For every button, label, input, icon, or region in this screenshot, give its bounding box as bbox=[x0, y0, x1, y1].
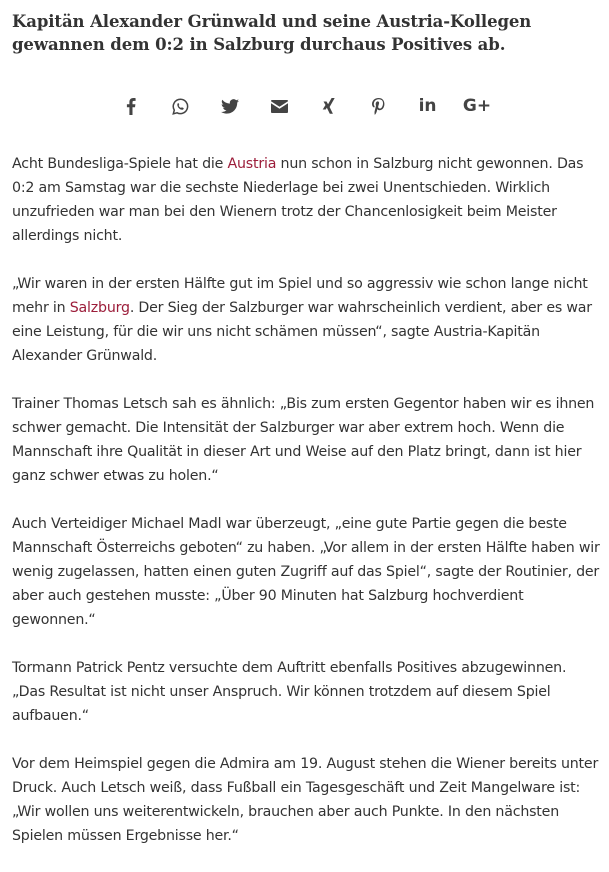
link-austria[interactable]: Austria bbox=[227, 156, 277, 172]
email-icon[interactable] bbox=[266, 93, 292, 119]
pinterest-icon[interactable] bbox=[365, 93, 391, 119]
paragraph-text: nun schon in Salzburg nicht gewonnen. Das 0:2 am Samstag war die sechste Niederlage bei zwei Unentschieden. Wirklich unzufrieden war man bei den Wienern trotz der Chancenlosigkeit beim Meister allerdings nicht. bbox=[12, 156, 584, 244]
paragraph-text: Acht Bundesliga-Spiele hat die bbox=[12, 156, 228, 172]
link-salzburg[interactable]: Salzburg bbox=[69, 300, 130, 316]
google-plus-label: G+ bbox=[462, 95, 492, 116]
whatsapp-icon[interactable] bbox=[167, 93, 193, 119]
paragraph-1 bbox=[12, 152, 600, 248]
paragraph-5: Tormann Patrick Pentz versuchte dem Auftritt ebenfalls Positives abzugewinnen. „Das Resultat ist nicht unser Anspruch. Wir können trotzdem auf diesem Spiel aufbauen.“ bbox=[12, 660, 567, 724]
paragraph-4: Auch Verteidiger Michael Madl war überzeugt, „eine gute Partie gegen die beste Mannschaft Österreichs geboten“ zu haben. „Vor allem in der ersten Hälfte haben wir wenig zugelassen, hatten einen guten Zugriff auf das Spiel“, sagte der Routinier, der aber auch gestehen musste: „Über 90 Minuten hat Salzburg hochverdient gewonnen.“ bbox=[12, 516, 600, 628]
xing-icon[interactable] bbox=[316, 93, 342, 119]
twitter-icon[interactable] bbox=[217, 93, 243, 119]
linkedin-label: in bbox=[418, 95, 437, 116]
linkedin-icon[interactable] bbox=[415, 93, 441, 119]
paragraph-2 bbox=[12, 272, 600, 368]
article-body bbox=[12, 152, 600, 872]
paragraph-text: „Wir waren in der ersten Hälfte gut im Spiel und so aggressiv wie schon lange nicht mehr in bbox=[12, 276, 588, 316]
share-bar bbox=[118, 93, 490, 119]
paragraph-6: Vor dem Heimspiel gegen die Admira am 19. August stehen die Wiener bereits unter Druck. Auch Letsch weiß, dass Fußball ein Tagesgeschäft und Zeit Mangelware ist: „Wir wollen uns weiterentwickeln, brauchen aber auch Punkte. In den nächsten Spielen müssen Ergebnisse her.“ bbox=[12, 756, 599, 844]
article-lead: Kapitän Alexander Grünwald und seine Austria-Kollegen gewannen dem 0:2 in Salzburg durchaus Positives ab. bbox=[12, 12, 532, 54]
google-plus-icon[interactable] bbox=[464, 93, 490, 119]
paragraph-text: . Der Sieg der Salzburger war wahrscheinlich verdient, aber es war eine Leistung, für die wir uns nicht schämen müssen“, sagte Austria-Kapitän Alexander Grünwald. bbox=[12, 300, 592, 364]
paragraph-3: Trainer Thomas Letsch sah es ähnlich: „Bis zum ersten Gegentor haben wir es ihnen schwer gemacht. Die Intensität der Salzburger war aber extrem hoch. Wenn die Mannschaft ihre Qualität in dieser Art und Weise auf den Platz bringt, dann ist hier ganz schwer etwas zu holen.“ bbox=[12, 396, 595, 484]
facebook-icon[interactable] bbox=[118, 93, 144, 119]
